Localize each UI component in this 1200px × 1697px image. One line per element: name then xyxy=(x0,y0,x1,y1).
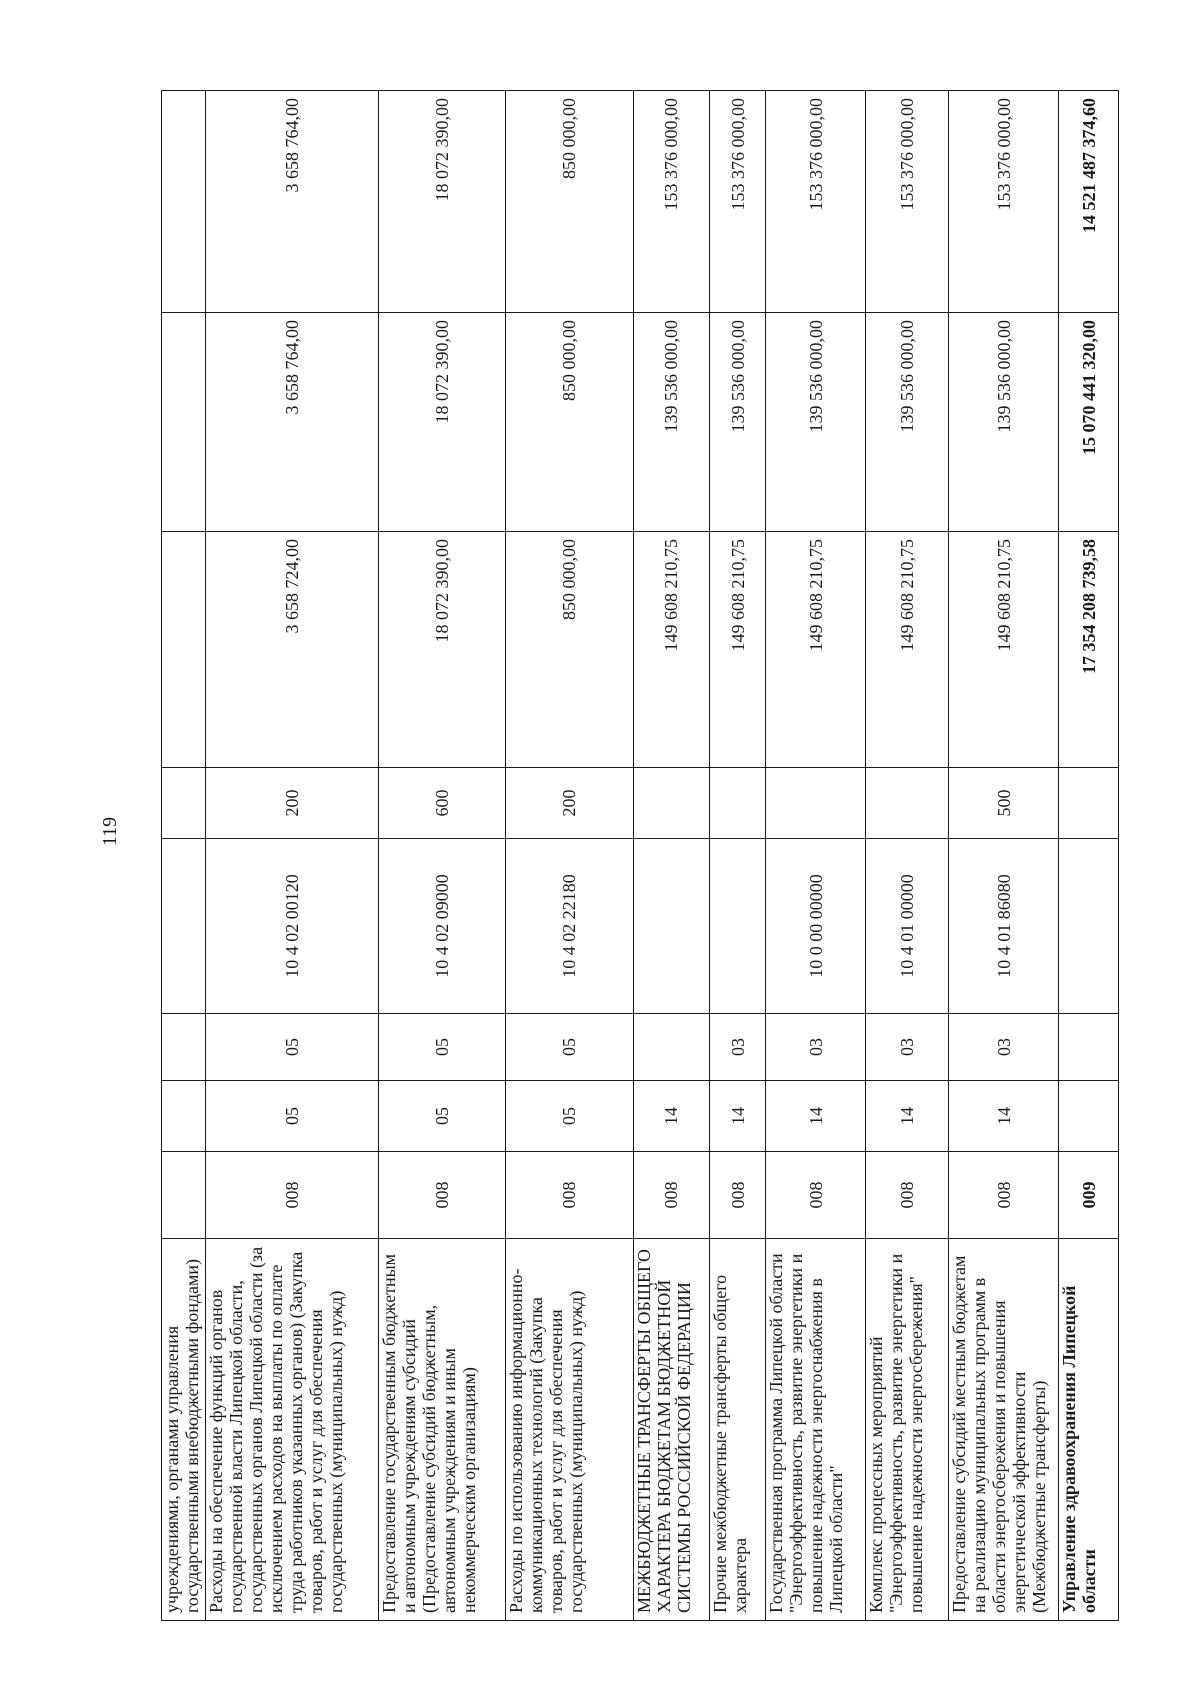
ministry-code: 008 xyxy=(866,1152,949,1239)
amount-year-1: 149 608 210,75 xyxy=(766,532,866,768)
amount-year-2: 18 072 390,00 xyxy=(378,313,505,532)
amount-year-3: 153 376 000,00 xyxy=(710,91,766,313)
target-article-code: 10 0 00 00000 xyxy=(766,839,866,1014)
budget-table-rotated xyxy=(161,91,1119,1621)
target-article-code: 10 4 01 00000 xyxy=(866,839,949,1014)
amount-year-1: 17 354 208 739,58 xyxy=(1059,532,1119,768)
target-article-code: 10 4 02 09000 xyxy=(378,839,505,1014)
section-code xyxy=(1059,1081,1119,1152)
subsection-code: 05 xyxy=(205,1014,378,1081)
subsection-code xyxy=(633,1014,709,1081)
target-article-code: 10 4 01 86080 xyxy=(949,839,1059,1014)
amount-year-2: 139 536 000,00 xyxy=(949,313,1059,532)
table-row xyxy=(949,91,1059,1621)
amount-year-1 xyxy=(162,532,206,768)
row-description: Государственная программа Липецкой области "Энергоэффективность, развитие энергетики и повышение надежности энергоснабжения в Липецкой области" xyxy=(766,1239,866,1621)
section-code: 14 xyxy=(766,1081,866,1152)
amount-year-1: 149 608 210,75 xyxy=(949,532,1059,768)
section-code: 14 xyxy=(710,1081,766,1152)
table-row xyxy=(162,91,206,1621)
row-description: Предоставление государственным бюджетным и автономным учреждениям субсидий (Предоставление субсидий бюджетным, автономным учреждениям и иным некоммерческим организациям) xyxy=(378,1239,505,1621)
amount-year-3: 3 658 764,00 xyxy=(205,91,378,313)
page-number: 119 xyxy=(99,816,122,847)
amount-year-1: 149 608 210,75 xyxy=(866,532,949,768)
section-code: 14 xyxy=(866,1081,949,1152)
row-description: МЕЖБЮДЖЕТНЫЕ ТРАНСФЕРТЫ ОБЩЕГО ХАРАКТЕРА БЮДЖЕТАМ БЮДЖЕТНОЙ СИСТЕМЫ РОССИЙСКОЙ ФЕДЕРАЦИИ xyxy=(633,1239,709,1621)
section-code: 05 xyxy=(205,1081,378,1152)
target-article-code xyxy=(162,839,206,1014)
amount-year-2: 139 536 000,00 xyxy=(710,313,766,532)
expense-type-code xyxy=(766,768,866,839)
row-description: учреждениями, органами управления государственными внебюджетными фондами) xyxy=(162,1239,206,1621)
amount-year-2 xyxy=(162,313,206,532)
amount-year-3: 153 376 000,00 xyxy=(633,91,709,313)
expense-type-code: 600 xyxy=(378,768,505,839)
budget-table xyxy=(161,90,1119,1621)
section-code xyxy=(162,1081,206,1152)
amount-year-3 xyxy=(162,91,206,313)
amount-year-3: 153 376 000,00 xyxy=(866,91,949,313)
amount-year-2: 139 536 000,00 xyxy=(866,313,949,532)
table-body xyxy=(162,91,1119,1621)
amount-year-3: 850 000,00 xyxy=(506,91,633,313)
ministry-code: 008 xyxy=(949,1152,1059,1239)
amount-year-3: 153 376 000,00 xyxy=(766,91,866,313)
subsection-code: 03 xyxy=(866,1014,949,1081)
amount-year-3: 18 072 390,00 xyxy=(378,91,505,313)
amount-year-1: 149 608 210,75 xyxy=(710,532,766,768)
table-row xyxy=(766,91,866,1621)
ministry-code: 009 xyxy=(1059,1152,1119,1239)
amount-year-2: 850 000,00 xyxy=(506,313,633,532)
expense-type-code: 200 xyxy=(506,768,633,839)
section-code: 14 xyxy=(633,1081,709,1152)
amount-year-2: 139 536 000,00 xyxy=(766,313,866,532)
amount-year-3: 14 521 487 374,60 xyxy=(1059,91,1119,313)
amount-year-2: 15 070 441 320,00 xyxy=(1059,313,1119,532)
row-description: Предоставление субсидий местным бюджетам на реализацию муниципальных программ в области энергосбережения и повышения энергетической эффективности (Межбюджетные трансферты) xyxy=(949,1239,1059,1621)
amount-year-2: 3 658 764,00 xyxy=(205,313,378,532)
ministry-code: 008 xyxy=(378,1152,505,1239)
row-description: Прочие межбюджетные трансферты общего характера xyxy=(710,1239,766,1621)
expense-type-code xyxy=(162,768,206,839)
expense-type-code xyxy=(633,768,709,839)
subsection-code: 03 xyxy=(949,1014,1059,1081)
row-description: Расходы по использованию информационно-коммуникационных технологий (Закупка товаров, работ и услуг для обеспечения государственных (муниципальных) нужд) xyxy=(506,1239,633,1621)
amount-year-2: 139 536 000,00 xyxy=(633,313,709,532)
amount-year-1: 149 608 210,75 xyxy=(633,532,709,768)
section-code: 05 xyxy=(506,1081,633,1152)
ministry-code: 008 xyxy=(710,1152,766,1239)
table-row xyxy=(710,91,766,1621)
ministry-code: 008 xyxy=(205,1152,378,1239)
expense-type-code xyxy=(710,768,766,839)
ministry-code: 008 xyxy=(766,1152,866,1239)
subsection-code xyxy=(1059,1014,1119,1081)
ministry-code xyxy=(162,1152,206,1239)
row-description: Комплекс процессных мероприятий "Энергоэффективность, развитие энергетики и повышение надежности энергосбережения" xyxy=(866,1239,949,1621)
row-description: Расходы на обеспечение функций органов государственной власти Липецкой области, государственных органов Липецкой области (за исключением расходов на выплаты по оплате труда работников указанных органов) (Закупка товаров, работ и услуг для обеспечения государственных (муниципальных) нужд) xyxy=(205,1239,378,1621)
ministry-code: 008 xyxy=(506,1152,633,1239)
amount-year-1: 18 072 390,00 xyxy=(378,532,505,768)
expense-type-code: 200 xyxy=(205,768,378,839)
target-article-code: 10 4 02 22180 xyxy=(506,839,633,1014)
section-code: 05 xyxy=(378,1081,505,1152)
expense-type-code: 500 xyxy=(949,768,1059,839)
subsection-code: 03 xyxy=(766,1014,866,1081)
subsection-code: 03 xyxy=(710,1014,766,1081)
expense-type-code xyxy=(1059,768,1119,839)
table-row xyxy=(506,91,633,1621)
section-code: 14 xyxy=(949,1081,1059,1152)
table-row xyxy=(205,91,378,1621)
expense-type-code xyxy=(866,768,949,839)
table-row xyxy=(633,91,709,1621)
subsection-code: 05 xyxy=(378,1014,505,1081)
target-article-code xyxy=(633,839,709,1014)
row-description: Управление здравоохранения Липецкой области xyxy=(1059,1239,1119,1621)
table-row xyxy=(378,91,505,1621)
target-article-code: 10 4 02 00120 xyxy=(205,839,378,1014)
subsection-code: 05 xyxy=(506,1014,633,1081)
amount-year-1: 3 658 724,00 xyxy=(205,532,378,768)
ministry-code: 008 xyxy=(633,1152,709,1239)
table-row xyxy=(866,91,949,1621)
subsection-code xyxy=(162,1014,206,1081)
amount-year-3: 153 376 000,00 xyxy=(949,91,1059,313)
amount-year-1: 850 000,00 xyxy=(506,532,633,768)
table-row xyxy=(1059,91,1119,1621)
target-article-code xyxy=(1059,839,1119,1014)
target-article-code xyxy=(710,839,766,1014)
